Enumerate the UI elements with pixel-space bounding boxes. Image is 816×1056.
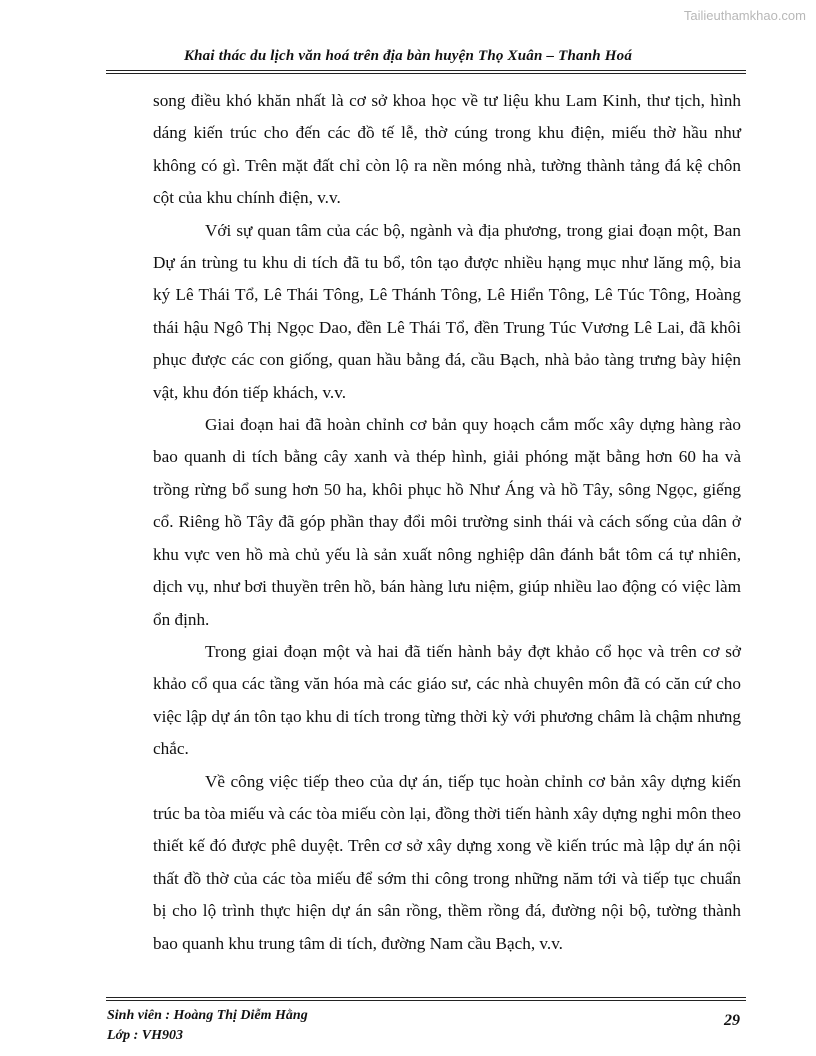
paragraph: Giai đoạn hai đã hoàn chỉnh cơ bản quy hoạch cắm mốc xây dựng hàng rào bao quanh di tích bằng cây xanh và thép hình, giải phóng mặt bằng hơn 60 ha và trồng rừng bổ sung hơn 50 ha, khôi phục hồ Như Áng và hồ Tây, sông Ngọc, giếng cổ. Riêng hồ Tây đã góp phần thay đổi môi trường sinh thái và cách sống của dân ở khu vực ven hồ mà chủ yếu là sản xuất nông nghiệp dân đánh bắt tôm cá tự nhiên, dịch vụ, như bơi thuyền trên hồ, bán hàng lưu niệm, giúp nhiều lao động có việc làm ổn định. — [153, 415, 741, 629]
watermark: Tailieuthamkhao.com — [683, 8, 806, 23]
footer-rule — [106, 1000, 746, 1001]
footer-author — [107, 1006, 308, 1046]
paragraph: Về công việc tiếp theo của dự án, tiếp tục hoàn chỉnh cơ bản xây dựng kiến trúc ba tòa miếu và các tòa miếu còn lại, đồng thời tiến hành xây dựng nghi môn theo thiết kế đó được phê duyệt. Trên cơ sở xây dựng xong về kiến trúc mà lập dự án nội thất đồ thờ của các tòa miếu để sớm thi công trong những năm tới và tiếp tục chuẩn bị cho lộ trình thực hiện dự án sân rồng, thềm rồng đá, đường nội bộ, tường thành bao quanh khu trung tâm di tích, đường Nam cầu Bạch, v.v. — [153, 771, 741, 953]
footer-rule — [106, 997, 746, 998]
page-header-title: Khai thác du lịch văn hoá trên địa bàn huyện Thọ Xuân – Thanh Hoá — [183, 48, 633, 64]
header-rule — [106, 73, 746, 74]
footer-student: Sinh viên : Hoàng Thị Diễm Hằng — [107, 1008, 308, 1023]
document-body — [153, 85, 741, 960]
header-rule — [106, 70, 746, 71]
footer-class: Lớp : VH903 — [107, 1028, 183, 1043]
paragraph: Trong giai đoạn một và hai đã tiến hành bảy đợt khảo cổ học và trên cơ sở khảo cổ qua các tầng văn hóa mà các giáo sư, các nhà chuyên môn đã có căn cứ cho việc lập dự án tôn tạo khu di tích trong từng thời kỳ với phương châm là chậm nhưng chắc. — [153, 641, 741, 759]
paragraph: Với sự quan tâm của các bộ, ngành và địa phương, trong giai đoạn một, Ban Dự án trùng tu khu di tích đã tu bổ, tôn tạo được nhiều hạng mục như lăng mộ, bia ký Lê Thái Tổ, Lê Thái Tông, Lê Thánh Tông, Lê Hiển Tông, Lê Túc Tông, Hoàng thái hậu Ngô Thị Ngọc Dao, đền Lê Thái Tổ, đền Trung Túc Vương Lê Lai, đã khôi phục được các con giống, quan hầu bằng đá, cầu Bạch, nhà bảo tàng trưng bày hiện vật, khu đón tiếp khách, v.v. — [153, 220, 741, 402]
page-number: 29 — [724, 1012, 740, 1029]
paragraph: song điều khó khăn nhất là cơ sở khoa học về tư liệu khu Lam Kinh, thư tịch, hình dáng kiến trúc cho đến các đồ tế lễ, thờ cúng trong khu điện, miếu thờ hầu như không có gì. Trên mặt đất chỉ còn lộ ra nền móng nhà, tường thành tảng đá kệ chôn cột của khu chính điện, v.v. — [153, 91, 741, 208]
